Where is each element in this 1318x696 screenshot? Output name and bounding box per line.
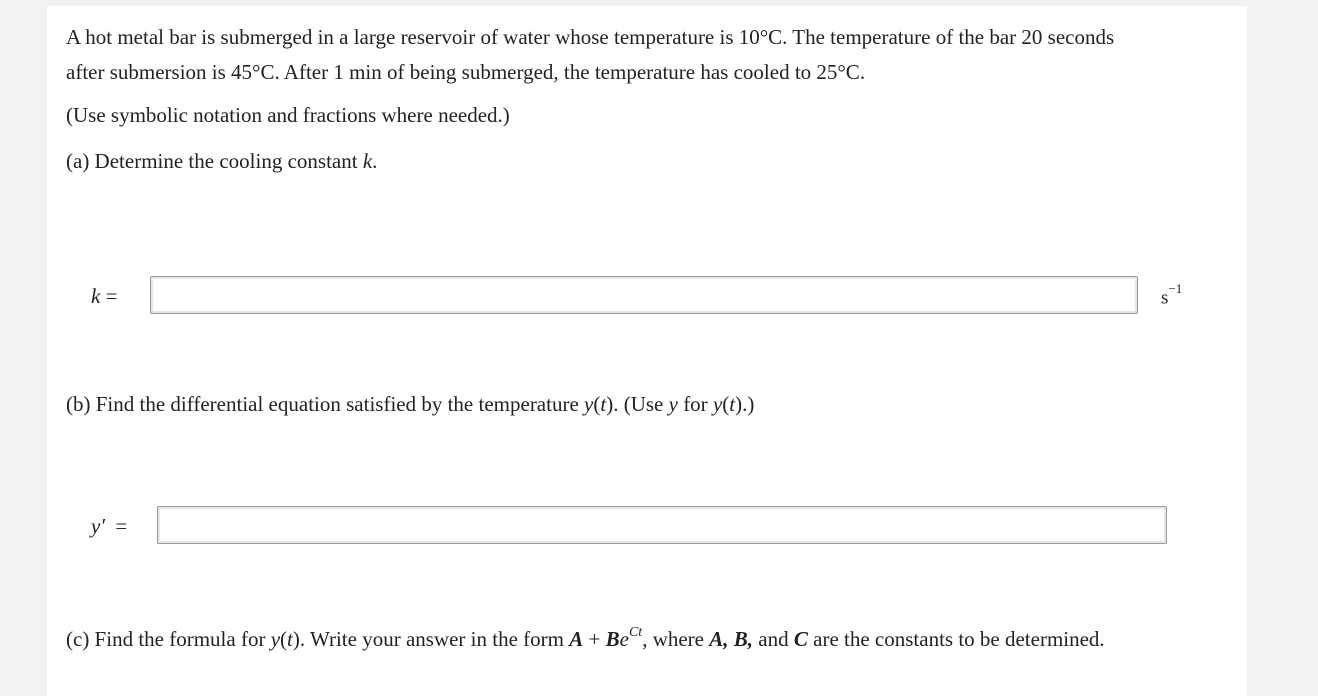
part-a-prompt: (a) Determine the cooling constant k. bbox=[66, 149, 378, 173]
question-card bbox=[47, 6, 1247, 696]
unit-per-second: $s^{-1}$ bbox=[1161, 281, 1183, 309]
problem-note: (Use symbolic notation and fractions where needed.) bbox=[66, 103, 510, 127]
problem-intro-line1: A hot metal bar is submerged in a large reservoir of water whose temperature is 10°C. The temperature of the bar 20 seconds bbox=[66, 25, 1115, 49]
k-answer-input[interactable] bbox=[150, 276, 1138, 314]
part-b-label: y′ = bbox=[91, 514, 128, 538]
part-b-prompt: (b) Find the differential equation satisfied by the temperature y(t). (Use y for y(t).) bbox=[66, 392, 755, 416]
y-prime-answer-input[interactable] bbox=[157, 506, 1167, 544]
problem-intro-line2: after submersion is 45°C. After 1 min of being submerged, the temperature has cooled to 25°C. bbox=[66, 60, 866, 84]
part-a-label: k = bbox=[91, 284, 118, 308]
part-c-prompt: (c) Find the formula for y(t). Write your answer in the form $A + Be^{Ct}$, where A, B, and C are the constants to be determined. bbox=[66, 625, 1105, 651]
